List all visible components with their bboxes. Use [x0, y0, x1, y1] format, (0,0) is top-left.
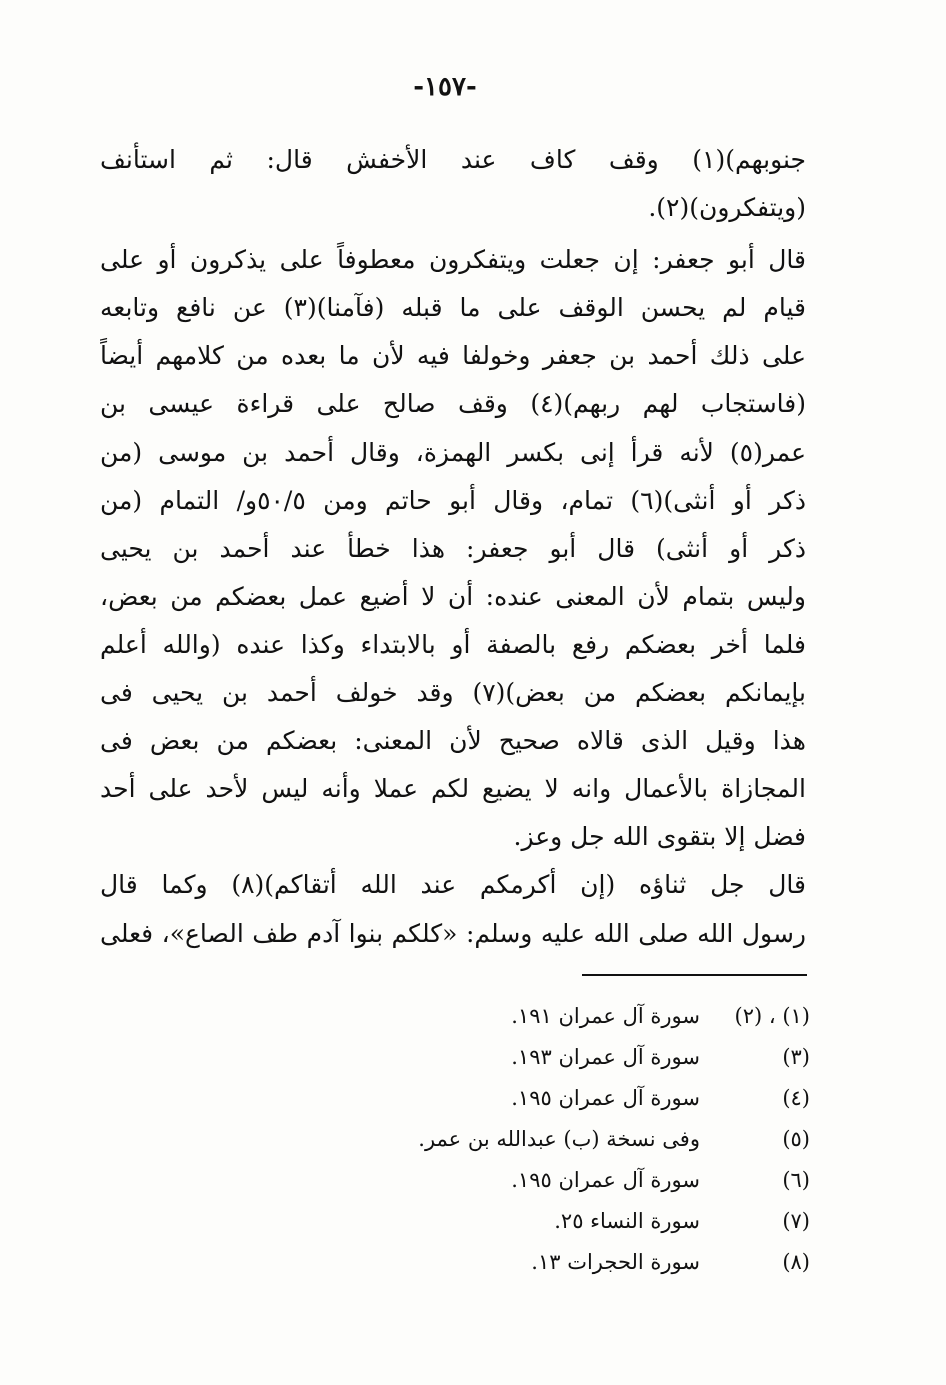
text-line: وليس بتمام لأن المعنى عنده: أن لا أضيع عمل بعضكم من بعض،: [100, 581, 806, 611]
text-line: على ذلك أحمد بن جعفر وخولفا فيه لأن ما بعده من كلامهم أيضاً: [100, 341, 806, 371]
text-line: رسول الله صلى الله عليه وسلم: «كلكم بنوا آدم طف الصاع»، فعلى: [100, 918, 806, 948]
footnote-text: سورة آل عمران ١٩١.: [511, 1004, 700, 1028]
footnote-text: وفى نسخة (ب) عبدالله بن عمر.: [418, 1127, 700, 1151]
footnote-number: (٥): [782, 1127, 810, 1151]
text-line: هذا وقيل الذى قالاه صحيح لأن المعنى: بعضكم من بعض فى: [100, 726, 806, 756]
text-line: (فاستجاب لهم ربهم)(٤) وقف صالح على قراءة عيسى بن: [100, 389, 806, 419]
footnote-number: (٧): [782, 1209, 810, 1233]
main-text: [100, 136, 806, 958]
page-number: -١٥٧-: [413, 72, 477, 102]
footnote-number: (٤): [782, 1086, 810, 1110]
footnote: [300, 1242, 810, 1283]
text-line: ذكر أو أنثى) قال أبو جعفر: هذا خطأ عند أحمد بن يحيى: [100, 533, 806, 563]
footnote-text: سورة النساء ٢٥.: [554, 1209, 700, 1233]
footnote: [300, 1119, 810, 1160]
footnote: [300, 1160, 810, 1201]
footnote: [300, 1078, 810, 1119]
text-line: ذكر أو أنثى)(٦) تمام، وقال أبو حاتم ومن ٥٠/٥و/ التمام (من: [100, 485, 806, 515]
footnote-text: سورة آل عمران ١٩٥.: [511, 1086, 700, 1110]
text-line: عمر(٥) لأنه قرأ إنى بكسر الهمزة، وقال أحمد بن موسى (من: [100, 437, 806, 467]
footnote-number: (٣): [782, 1045, 810, 1069]
footnote: [300, 996, 810, 1037]
footnote-divider: [582, 974, 807, 976]
text-line: (ويتفكرون)(٢).: [648, 193, 806, 223]
footnote: [300, 1037, 810, 1078]
text-line: المجازاة بالأعمال وانه لا يضيع لكم عملا وأنه ليس لأحد على أحد: [100, 774, 806, 804]
footnote-text: سورة آل عمران ١٩٣.: [511, 1045, 700, 1069]
footnote-text: سورة الحجرات ١٣.: [531, 1250, 700, 1274]
footnote-number: (٨): [782, 1250, 810, 1274]
footnote-number: (١) ، (٢): [734, 1004, 810, 1028]
footnotes: [300, 996, 810, 1283]
text-line: قال أبو جعفر: إن جعلت ويتفكرون معطوفاً على يذكرون أو على: [100, 245, 806, 275]
text-line: قيام لم يحسن الوقف على ما قبله (فآمنا)(٣) عن نافع وتابعه: [100, 293, 806, 323]
footnote-text: سورة آل عمران ١٩٥.: [511, 1168, 700, 1192]
text-line: جنوبهم)(١) وقف كاف عند الأخفش قال: ثم استأنف: [100, 145, 806, 174]
text-line: فضل إلا بتقوى الله جل وعز.: [513, 822, 806, 852]
footnote-number: (٦): [782, 1168, 810, 1192]
footnote: [300, 1201, 810, 1242]
text-line: قال جل ثناؤه (إن أكرمكم عند الله أتقاكم)(٨) وكما قال: [100, 870, 806, 900]
text-line: بإيمانكم بعضكم من بعض)(٧) وقد خولف أحمد بن يحيى فى: [100, 678, 806, 708]
text-line: فلما أخر بعضكم رفع بالصفة أو بالابتداء وكذا عنده (والله أعلم: [100, 629, 806, 659]
